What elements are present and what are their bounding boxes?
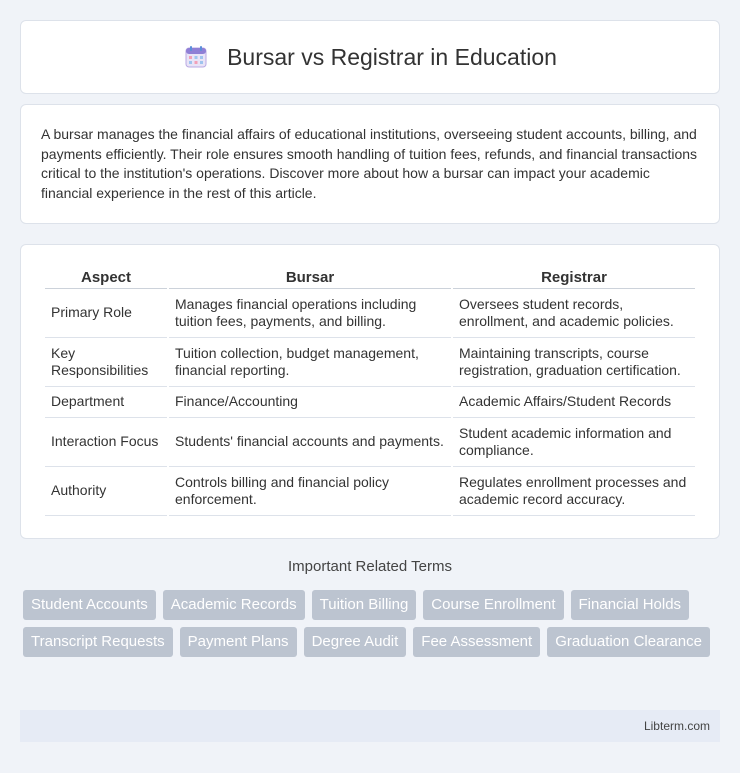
related-term-tag[interactable]: Course Enrollment (423, 590, 563, 620)
cell-bursar: Manages financial operations including tuition fees, payments, and billing. (169, 289, 451, 338)
related-terms-list (23, 590, 723, 657)
header-card (20, 20, 720, 94)
footer-site-link[interactable]: Libterm.com (643, 719, 710, 733)
related-term-tag[interactable]: Academic Records (163, 590, 305, 620)
cell-aspect: Authority (45, 467, 167, 516)
cell-aspect: Interaction Focus (45, 418, 167, 467)
intro-card (20, 104, 720, 224)
cell-registrar: Oversees student records, enrollment, and academic policies. (453, 289, 695, 338)
related-term-tag[interactable]: Payment Plans (180, 627, 297, 657)
calendar-icon (183, 44, 209, 70)
related-term-tag[interactable]: Fee Assessment (413, 627, 540, 657)
table-row (45, 289, 695, 338)
cell-bursar: Finance/Accounting (169, 387, 451, 418)
cell-bursar: Controls billing and financial policy enforcement. (169, 467, 451, 516)
cell-bursar: Tuition collection, budget management, financial reporting. (169, 338, 451, 387)
table-row (45, 467, 695, 516)
cell-aspect: Department (45, 387, 167, 418)
cell-bursar: Students' financial accounts and payments. (169, 418, 451, 467)
related-term-tag[interactable]: Financial Holds (571, 590, 690, 620)
intro-text: A bursar manages the financial affairs of educational institutions, overseeing student accounts, billing, and payments efficiently. Their role ensures smooth handling of tuition fees, refunds, and financial transactions critical to the institution's operations. Discover more about how a bursar can impact your academic financial experience in the rest of this article. (41, 126, 698, 201)
column-header-aspect: Aspect (45, 267, 167, 289)
comparison-table (43, 267, 697, 516)
related-term-tag[interactable]: Degree Audit (304, 627, 407, 657)
footer (20, 710, 720, 742)
cell-aspect: Primary Role (45, 289, 167, 338)
related-term-tag[interactable]: Student Accounts (23, 590, 156, 620)
cell-aspect: Key Responsibilities (45, 338, 167, 387)
related-term-tag[interactable]: Graduation Clearance (547, 627, 710, 657)
column-header-registrar: Registrar (453, 267, 695, 289)
cell-registrar: Maintaining transcripts, course registration, graduation certification. (453, 338, 695, 387)
cell-registrar: Academic Affairs/Student Records (453, 387, 695, 418)
related-term-tag[interactable]: Transcript Requests (23, 627, 173, 657)
related-term-tag[interactable]: Tuition Billing (312, 590, 417, 620)
column-header-bursar: Bursar (169, 267, 451, 289)
comparison-card (20, 244, 720, 539)
cell-registrar: Student academic information and compliance. (453, 418, 695, 467)
table-header-row (45, 267, 695, 289)
related-terms-title: Important Related Terms (288, 558, 452, 575)
table-row (45, 338, 695, 387)
page-title: Bursar vs Registrar in Education (227, 43, 557, 70)
table-row (45, 418, 695, 467)
cell-registrar: Regulates enrollment processes and academic record accuracy. (453, 467, 695, 516)
table-row (45, 387, 695, 418)
